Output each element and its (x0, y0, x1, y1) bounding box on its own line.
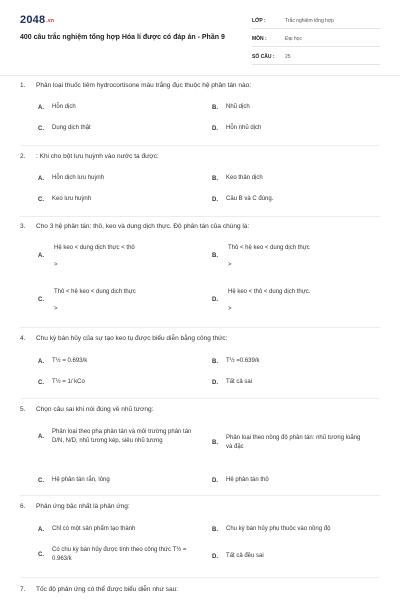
question-divider (20, 216, 380, 217)
question-divider (20, 577, 380, 578)
question-text (20, 153, 159, 160)
option-d[interactable] (212, 476, 269, 485)
page-header (0, 0, 400, 72)
option-text-cont: > (228, 306, 232, 312)
question-number: 4. (20, 335, 26, 342)
option-letter: A. (38, 104, 44, 111)
option-text: Hệ keo < thô < dung dịch thực. (228, 289, 311, 295)
option-text: Câu B và C đúng. (226, 196, 274, 202)
question-body: Phân loại thuốc tiêm hydrocortisone màu trắng đục thuộc hệ phân tán nào: (36, 82, 252, 89)
option-text: Phân loại theo nồng độ phân tán: nhũ tương loãng và đặc (226, 435, 361, 450)
option-text: Hỗn dịch (52, 104, 76, 110)
option-letter: C. (38, 477, 44, 484)
site-logo[interactable] (20, 14, 54, 26)
option-b[interactable] (212, 525, 330, 534)
meta-key: SỐ CÂU : (252, 54, 275, 60)
option-letter: B. (212, 526, 218, 533)
option-c[interactable] (38, 476, 110, 485)
question-divider (20, 327, 380, 328)
option-letter: A. (38, 434, 44, 440)
option-text: Keo lưu huỳnh (52, 196, 92, 202)
option-letter: B. (212, 358, 218, 365)
option-text-cont: > (228, 262, 232, 268)
question-text (20, 503, 130, 510)
question-text (20, 406, 153, 413)
question-text (20, 335, 228, 342)
option-letter: C. (38, 552, 44, 558)
meta-value: Trắc nghiệm tổng hợp (285, 18, 334, 24)
option-letter: A. (38, 253, 44, 259)
option-b[interactable] (212, 357, 260, 366)
option-letter: A. (38, 358, 44, 365)
meta-row-class (252, 14, 380, 29)
logo-suffix: .vn (46, 18, 55, 24)
option-text: T½ =0.639/k (226, 358, 260, 364)
option-a[interactable] (38, 174, 104, 183)
option-text: Hỗn nhũ dịch (226, 125, 262, 131)
option-text: Chu kỳ bán hủy phụ thuộc vào nồng độ (226, 526, 331, 532)
option-letter: A. (38, 175, 44, 182)
option-d[interactable] (212, 378, 252, 387)
option-a[interactable] (38, 357, 87, 366)
option-letter: C. (38, 196, 44, 203)
meta-key: MÔN : (252, 36, 267, 42)
option-b[interactable] (212, 103, 250, 112)
meta-value: 25 (285, 54, 291, 60)
option-text: Dung dịch thật (52, 125, 91, 131)
option-c[interactable] (38, 124, 91, 133)
meta-row-subject (252, 32, 380, 47)
option-d[interactable] (212, 195, 273, 204)
option-text: T½ = 1/ kCo (52, 379, 85, 385)
question-body: Phản ứng bậc nhất là phản ứng: (36, 503, 130, 510)
meta-info (252, 14, 380, 68)
question-number: 2. (20, 153, 26, 160)
option-a[interactable] (38, 103, 76, 112)
option-letter: D. (212, 125, 218, 132)
option-letter: C. (38, 379, 44, 386)
question-body: Chọn câu sai khi nói đúng về nhũ tương: (36, 406, 154, 413)
option-text: Chỉ có một sản phẩm tạo thành (52, 526, 136, 532)
option-b[interactable] (212, 174, 263, 183)
meta-row-count (252, 50, 380, 65)
option-c[interactable] (38, 378, 85, 387)
option-text: Nhũ dịch (226, 104, 250, 110)
option-text: T½ = 0.693/k (52, 358, 88, 364)
option-text-cont: > (54, 262, 58, 268)
option-d[interactable] (212, 124, 261, 133)
option-letter: C. (38, 297, 44, 303)
option-text: Hệ phân tán thô (226, 477, 269, 483)
option-letter: B. (212, 175, 218, 182)
option-letter: C. (38, 125, 44, 132)
question-divider (20, 495, 380, 496)
option-text: Hệ phân tán rắn, lỏng (52, 477, 110, 483)
question-text (20, 223, 249, 230)
option-letter: D. (212, 379, 218, 386)
option-letter: B. (212, 104, 218, 111)
option-letter: D. (212, 297, 218, 303)
option-b[interactable] (212, 434, 367, 452)
question-text (20, 82, 251, 89)
meta-value: Đại học (285, 36, 302, 42)
question-number: 7. (20, 586, 26, 593)
option-text: Thô < hệ keo < dung dịch thực (228, 245, 310, 251)
page-title: 400 câu trắc nghiệm tổng hợp Hóa lí được có đáp án - Phần 9 (20, 34, 225, 41)
option-letter: A. (38, 526, 44, 533)
logo-text: 2048 (20, 14, 46, 26)
option-letter: B. (212, 440, 218, 446)
option-letter: B. (212, 253, 218, 259)
question-divider (20, 145, 380, 146)
question-number: 3. (20, 223, 26, 230)
question-body: Tốc độ phản ứng có thể được biểu diễn như sau: (36, 586, 178, 593)
question-number: 5. (20, 406, 26, 413)
option-text: Tất cả sai (226, 379, 253, 385)
question-number: 1. (20, 82, 26, 89)
option-text: Thô < hệ keo < dung dịch thực (54, 289, 136, 295)
option-text: Có chu kỳ bán hủy được tính theo công thức T½ = 0.963/k (52, 547, 187, 562)
option-a[interactable] (38, 428, 203, 446)
option-a[interactable] (38, 525, 135, 534)
option-c[interactable] (38, 546, 198, 564)
question-body: Cho 3 hệ phân tán: thô, keo và dung dịch thực. Độ phân tán của chúng là: (36, 223, 250, 230)
question-body: : Khi cho bột lưu huỳnh vào nước ta được: (36, 153, 159, 160)
option-c[interactable] (38, 195, 91, 204)
option-text: Keo thân dịch (226, 175, 263, 181)
option-text: Hỗn dịch lưu huỳnh (52, 175, 105, 181)
question-divider (20, 398, 380, 399)
option-letter: D. (212, 553, 218, 560)
question-text (20, 586, 178, 593)
option-letter: D. (212, 477, 218, 484)
option-text-cont: > (54, 306, 58, 312)
option-text: Phân loại theo pha phân tán và môi trường phân tán D/N, N/D, nhũ tương kép, siêu nhũ tương (52, 429, 192, 444)
question-number: 6. (20, 503, 26, 510)
option-text: Hệ keo < dung dịch thực < thô (54, 245, 135, 251)
question-body: Chu kỳ bán hủy của sự tạo keo tụ được biểu diễn bằng công thức: (36, 335, 228, 342)
option-text: Tất cả đều sai (226, 553, 264, 559)
header-divider (0, 75, 400, 76)
option-letter: D. (212, 196, 218, 203)
meta-key: LỚP : (252, 18, 266, 24)
option-d[interactable] (212, 552, 264, 561)
